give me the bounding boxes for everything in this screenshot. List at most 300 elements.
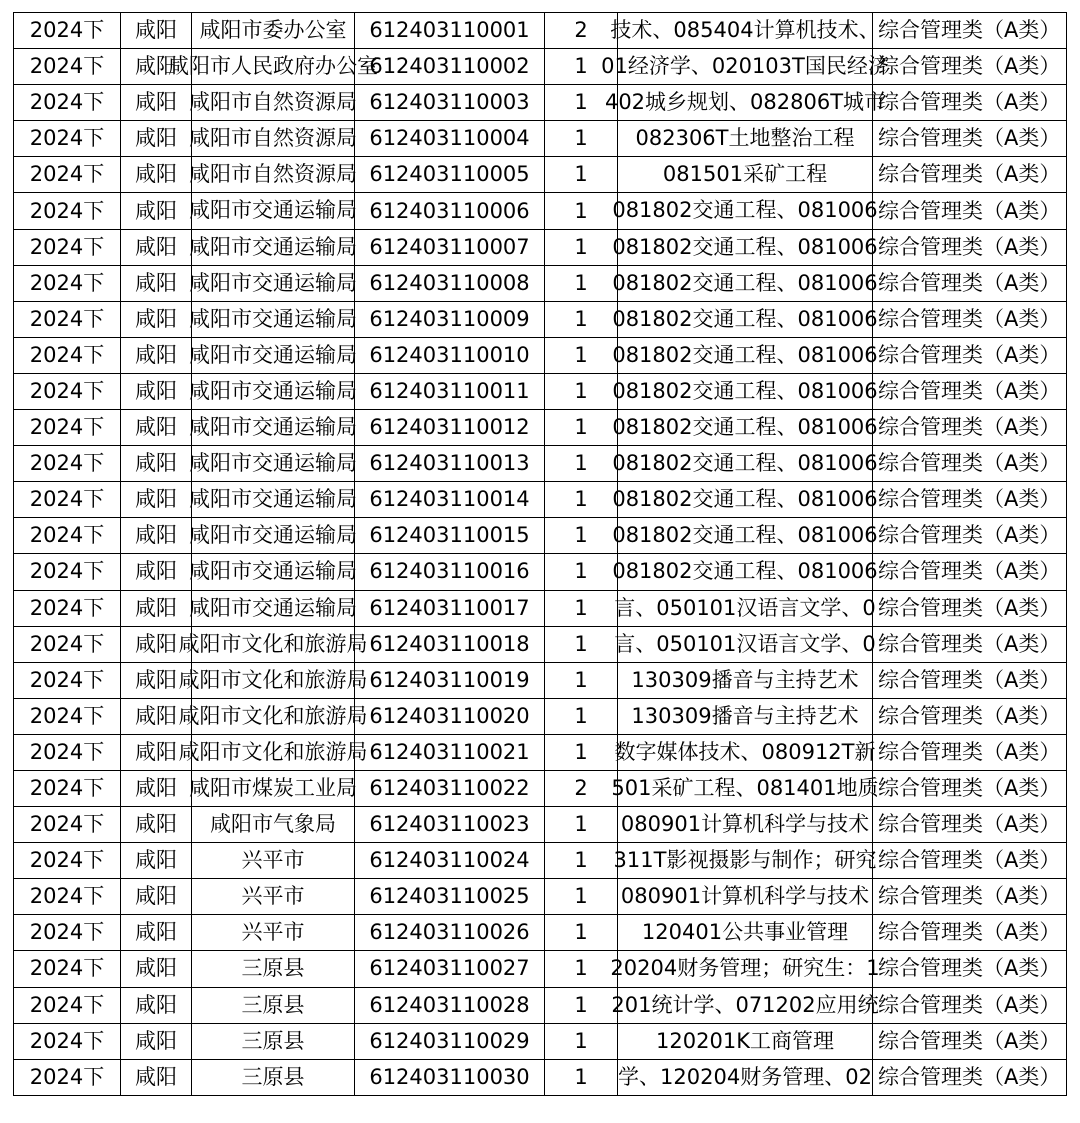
position-code-cell-text: 612403110013 xyxy=(369,451,530,476)
major-cell-text: 082306T土地整治工程 xyxy=(635,126,855,151)
unit-cell-text: 兴平市 xyxy=(241,884,305,909)
year-cell xyxy=(14,49,121,85)
category-cell xyxy=(873,157,1067,193)
major-cell-text: 言、050101汉语言文学、0 xyxy=(614,595,876,620)
recruit-count-cell-text: 1 xyxy=(574,198,588,223)
recruit-count-cell xyxy=(545,301,618,337)
unit-cell-text: 咸阳市文化和旅游局 xyxy=(178,631,368,656)
recruit-count-cell xyxy=(545,626,618,662)
position-code-cell xyxy=(355,229,545,265)
city-cell-text: 咸阳 xyxy=(135,342,177,367)
year-cell xyxy=(14,1059,121,1095)
major-cell xyxy=(601,49,889,85)
unit-cell-text: 咸阳市自然资源局 xyxy=(189,90,357,115)
unit-cell-text: 兴平市 xyxy=(241,920,305,945)
major-cell xyxy=(614,734,876,770)
city-cell-text: 咸阳 xyxy=(135,54,177,79)
category-cell xyxy=(873,662,1067,698)
recruit-count-cell xyxy=(545,410,618,446)
position-code-cell xyxy=(355,337,545,373)
city-cell-text: 咸阳 xyxy=(135,162,177,187)
city-cell xyxy=(121,373,192,409)
city-cell-text: 咸阳 xyxy=(135,739,177,764)
year-cell-text: 2024下 xyxy=(29,848,105,873)
category-cell xyxy=(873,482,1067,518)
city-cell-text: 咸阳 xyxy=(135,992,177,1017)
year-cell xyxy=(14,915,121,951)
category-cell-text: 综合管理类（A类） xyxy=(878,162,1061,187)
city-cell-text: 咸阳 xyxy=(135,559,177,584)
recruit-count-cell xyxy=(545,951,618,987)
recruit-count-cell-text: 1 xyxy=(574,559,588,584)
unit-cell-text: 咸阳市交通运输局 xyxy=(189,270,357,295)
city-cell-text: 咸阳 xyxy=(135,18,177,43)
category-cell xyxy=(873,734,1067,770)
position-code-cell-text: 612403110027 xyxy=(369,956,530,981)
city-cell-text: 咸阳 xyxy=(135,451,177,476)
category-cell-text: 综合管理类（A类） xyxy=(878,776,1061,801)
unit-cell-text: 咸阳市交通运输局 xyxy=(189,595,357,620)
city-cell xyxy=(121,518,192,554)
city-cell xyxy=(121,482,192,518)
table-row xyxy=(14,121,1067,157)
year-cell xyxy=(14,373,121,409)
table-row xyxy=(14,879,1067,915)
unit-cell xyxy=(178,734,368,770)
recruit-count-cell xyxy=(545,734,618,770)
position-code-cell-text: 612403110012 xyxy=(369,415,530,440)
table-row xyxy=(14,229,1067,265)
year-cell xyxy=(14,193,121,229)
year-cell xyxy=(14,446,121,482)
major-cell-text: 言、050101汉语言文学、0 xyxy=(614,631,876,656)
unit-cell-text: 咸阳市煤炭工业局 xyxy=(189,775,357,800)
table-row xyxy=(14,410,1067,446)
city-cell xyxy=(121,229,192,265)
year-cell xyxy=(14,1023,121,1059)
major-cell xyxy=(618,698,873,734)
category-cell xyxy=(873,229,1067,265)
year-cell-text: 2024下 xyxy=(29,703,105,728)
category-cell xyxy=(873,1023,1067,1059)
position-code-cell-text: 612403110025 xyxy=(369,884,530,909)
city-cell xyxy=(121,807,192,843)
city-cell-text: 咸阳 xyxy=(135,703,177,728)
major-cell xyxy=(612,446,878,482)
city-cell-text: 咸阳 xyxy=(135,812,177,837)
category-cell xyxy=(873,121,1067,157)
year-cell xyxy=(14,85,121,121)
table-row xyxy=(14,698,1067,734)
major-cell-text: 081802交通工程、081006 xyxy=(612,198,878,223)
major-cell-text: 数字媒体技术、080912T新 xyxy=(614,739,876,764)
major-cell xyxy=(618,915,873,951)
table-row xyxy=(14,337,1067,373)
unit-cell-text: 三原县 xyxy=(241,1028,305,1053)
category-cell xyxy=(873,49,1067,85)
recruit-count-cell-text: 1 xyxy=(574,523,588,548)
category-cell xyxy=(873,1059,1067,1095)
city-cell-text: 咸阳 xyxy=(135,90,177,115)
recruit-count-cell xyxy=(545,121,618,157)
position-code-cell-text: 612403110005 xyxy=(369,162,530,187)
major-cell-text: 081802交通工程、081006 xyxy=(612,378,878,403)
position-code-cell-text: 612403110010 xyxy=(369,342,530,367)
major-cell xyxy=(618,879,873,915)
category-cell-text: 综合管理类（A类） xyxy=(878,198,1061,223)
position-code-cell-text: 612403110016 xyxy=(369,559,530,584)
position-code-cell xyxy=(355,662,545,698)
position-code-cell xyxy=(355,265,545,301)
city-cell xyxy=(121,770,192,806)
category-cell xyxy=(873,301,1067,337)
city-cell-text: 咸阳 xyxy=(135,920,177,945)
category-cell-text: 综合管理类（A类） xyxy=(878,812,1061,837)
position-code-cell-text: 612403110014 xyxy=(369,487,530,512)
year-cell xyxy=(14,482,121,518)
unit-cell-text: 咸阳市文化和旅游局 xyxy=(178,739,368,764)
unit-cell xyxy=(192,13,355,49)
category-cell-text: 综合管理类（A类） xyxy=(878,1064,1061,1089)
position-code-cell xyxy=(355,987,545,1023)
recruit-count-cell-text: 1 xyxy=(574,162,588,187)
category-cell xyxy=(873,698,1067,734)
year-cell xyxy=(14,698,121,734)
table-row xyxy=(14,951,1067,987)
category-cell xyxy=(873,193,1067,229)
city-cell xyxy=(121,1023,192,1059)
recruit-count-cell-text: 1 xyxy=(574,812,588,837)
city-cell xyxy=(121,301,192,337)
major-cell xyxy=(612,482,878,518)
table-row xyxy=(14,626,1067,662)
recruit-count-cell xyxy=(545,13,618,49)
category-cell xyxy=(873,337,1067,373)
category-cell-text: 综合管理类（A类） xyxy=(878,956,1061,981)
major-cell-text: 120401公共事业管理 xyxy=(641,920,849,945)
table-row xyxy=(14,49,1067,85)
position-code-cell-text: 612403110021 xyxy=(369,739,530,764)
recruit-count-cell xyxy=(545,373,618,409)
table-row xyxy=(14,157,1067,193)
unit-cell xyxy=(189,265,357,301)
recruit-count-cell xyxy=(545,157,618,193)
recruit-count-cell-text: 1 xyxy=(574,703,588,728)
year-cell xyxy=(14,121,121,157)
city-cell xyxy=(121,843,192,879)
position-code-cell-text: 612403110003 xyxy=(369,90,530,115)
recruit-count-cell xyxy=(545,554,618,590)
city-cell-text: 咸阳 xyxy=(135,595,177,620)
category-cell-text: 综合管理类（A类） xyxy=(878,1028,1061,1053)
unit-cell xyxy=(192,879,355,915)
position-code-cell-text: 612403110022 xyxy=(369,776,530,801)
year-cell-text: 2024下 xyxy=(29,18,105,43)
category-cell-text: 综合管理类（A类） xyxy=(878,54,1061,79)
year-cell-text: 2024下 xyxy=(29,1064,105,1089)
major-cell xyxy=(612,410,878,446)
position-code-cell xyxy=(355,554,545,590)
major-cell xyxy=(614,590,876,626)
year-cell-text: 2024下 xyxy=(29,920,105,945)
category-cell xyxy=(873,843,1067,879)
table-row xyxy=(14,1023,1067,1059)
year-cell-text: 2024下 xyxy=(29,956,105,981)
major-cell-text: 120201K工商管理 xyxy=(656,1028,834,1053)
position-code-cell-text: 612403110023 xyxy=(369,812,530,837)
category-cell-text: 综合管理类（A类） xyxy=(878,378,1061,403)
table-row xyxy=(14,446,1067,482)
recruit-count-cell-text: 2 xyxy=(574,18,588,43)
position-code-cell xyxy=(355,410,545,446)
year-cell-text: 2024下 xyxy=(29,559,105,584)
position-code-cell-text: 612403110004 xyxy=(369,126,530,151)
unit-cell-text: 咸阳市交通运输局 xyxy=(189,487,357,512)
unit-cell xyxy=(189,121,357,157)
year-cell xyxy=(14,518,121,554)
recruit-count-cell-text: 1 xyxy=(574,415,588,440)
year-cell-text: 2024下 xyxy=(29,378,105,403)
recruit-count-cell xyxy=(545,843,618,879)
table-row xyxy=(14,518,1067,554)
unit-cell xyxy=(189,554,357,590)
category-cell xyxy=(873,85,1067,121)
major-cell-text: 080901计算机科学与技术 xyxy=(620,884,870,909)
position-code-cell xyxy=(355,49,545,85)
recruit-count-cell-text: 1 xyxy=(574,884,588,909)
position-code-cell-text: 612403110019 xyxy=(369,667,530,692)
unit-cell xyxy=(192,807,355,843)
city-cell-text: 咸阳 xyxy=(135,198,177,223)
major-cell-text: 130309播音与主持艺术 xyxy=(631,703,859,728)
major-cell-text: 402城乡规划、082806T城市 xyxy=(604,90,886,115)
year-cell xyxy=(14,879,121,915)
major-cell xyxy=(611,987,879,1023)
category-cell-text: 综合管理类（A类） xyxy=(878,18,1061,43)
category-cell-text: 综合管理类（A类） xyxy=(878,126,1061,151)
recruit-count-cell xyxy=(545,265,618,301)
major-cell xyxy=(612,373,878,409)
unit-cell xyxy=(189,770,357,806)
major-cell-text: 080901计算机科学与技术 xyxy=(620,812,870,837)
recruit-count-cell-text: 1 xyxy=(574,451,588,476)
city-cell-text: 咸阳 xyxy=(135,848,177,873)
position-code-cell xyxy=(355,698,545,734)
position-code-cell-text: 612403110020 xyxy=(369,703,530,728)
unit-cell-text: 三原县 xyxy=(241,1064,305,1089)
recruit-count-cell-text: 1 xyxy=(574,270,588,295)
city-cell-text: 咸阳 xyxy=(135,667,177,692)
recruit-count-cell-text: 1 xyxy=(574,378,588,403)
unit-cell-text: 咸阳市委办公室 xyxy=(199,18,347,42)
recruit-count-cell xyxy=(545,446,618,482)
table-row xyxy=(14,1059,1067,1095)
recruit-count-cell-text: 1 xyxy=(574,631,588,656)
unit-cell-text: 咸阳市文化和旅游局 xyxy=(178,703,368,728)
unit-cell-text: 咸阳市文化和旅游局 xyxy=(178,667,368,692)
city-cell-text: 咸阳 xyxy=(135,415,177,440)
unit-cell xyxy=(189,373,357,409)
category-cell-text: 综合管理类（A类） xyxy=(878,703,1061,728)
unit-cell-text: 咸阳市人民政府办公室 xyxy=(168,54,378,79)
major-cell-text: 081501采矿工程 xyxy=(662,162,828,187)
major-cell-text: 081802交通工程、081006 xyxy=(612,559,878,584)
recruit-count-cell xyxy=(545,662,618,698)
category-cell-text: 综合管理类（A类） xyxy=(878,90,1061,115)
major-cell xyxy=(612,554,878,590)
position-code-cell-text: 612403110017 xyxy=(369,595,530,620)
position-code-cell xyxy=(355,951,545,987)
recruit-count-cell-text: 1 xyxy=(574,1064,588,1089)
category-cell-text: 综合管理类（A类） xyxy=(878,306,1061,331)
major-cell-text: 20204财务管理；研究生：1 xyxy=(610,956,880,981)
city-cell-text: 咸阳 xyxy=(135,1064,177,1089)
position-code-cell xyxy=(355,734,545,770)
city-cell xyxy=(121,590,192,626)
recruit-count-cell xyxy=(545,1023,618,1059)
position-code-cell xyxy=(355,301,545,337)
major-cell xyxy=(612,301,878,337)
city-cell xyxy=(121,157,192,193)
category-cell xyxy=(873,626,1067,662)
category-cell-text: 综合管理类（A类） xyxy=(878,920,1061,945)
year-cell-text: 2024下 xyxy=(29,523,105,548)
unit-cell-text: 咸阳市交通运输局 xyxy=(189,306,357,331)
unit-cell xyxy=(189,157,357,193)
recruit-count-cell-text: 1 xyxy=(574,739,588,764)
city-cell xyxy=(121,879,192,915)
major-cell xyxy=(610,13,880,49)
city-cell xyxy=(121,121,192,157)
city-cell-text: 咸阳 xyxy=(135,1028,177,1053)
major-cell-text: 501采矿工程、081401地质 xyxy=(611,775,879,800)
year-cell-text: 2024下 xyxy=(29,90,105,115)
major-cell-text: 081802交通工程、081006 xyxy=(612,415,878,440)
category-cell-text: 综合管理类（A类） xyxy=(878,451,1061,476)
position-code-cell xyxy=(355,590,545,626)
position-code-cell-text: 612403110009 xyxy=(369,306,530,331)
city-cell xyxy=(121,951,192,987)
unit-cell xyxy=(189,482,357,518)
category-cell xyxy=(873,410,1067,446)
year-cell-text: 2024下 xyxy=(29,631,105,656)
major-cell xyxy=(612,265,878,301)
recruit-count-cell xyxy=(545,229,618,265)
table-row xyxy=(14,265,1067,301)
category-cell-text: 综合管理类（A类） xyxy=(878,523,1061,548)
year-cell xyxy=(14,770,121,806)
year-cell-text: 2024下 xyxy=(29,54,105,79)
unit-cell-text: 咸阳市自然资源局 xyxy=(189,162,357,187)
recruit-count-cell xyxy=(545,337,618,373)
recruit-count-cell-text: 1 xyxy=(574,920,588,945)
unit-cell xyxy=(168,49,378,85)
year-cell-text: 2024下 xyxy=(29,487,105,512)
major-cell xyxy=(612,229,878,265)
recruit-count-cell xyxy=(545,770,618,806)
unit-cell xyxy=(189,337,357,373)
category-cell-text: 综合管理类（A类） xyxy=(878,234,1061,259)
major-cell-text: 081802交通工程、081006 xyxy=(612,270,878,295)
unit-cell-text: 咸阳市交通运输局 xyxy=(189,415,357,440)
year-cell-text: 2024下 xyxy=(29,1028,105,1053)
unit-cell xyxy=(189,229,357,265)
position-code-cell xyxy=(355,482,545,518)
major-cell xyxy=(618,1023,873,1059)
unit-cell xyxy=(192,951,355,987)
position-code-cell xyxy=(355,13,545,49)
recruit-count-cell-text: 1 xyxy=(574,595,588,620)
city-cell xyxy=(121,193,192,229)
unit-cell-text: 咸阳市交通运输局 xyxy=(189,559,357,584)
position-code-cell xyxy=(355,373,545,409)
unit-cell xyxy=(189,301,357,337)
table-row xyxy=(14,915,1067,951)
category-cell xyxy=(873,554,1067,590)
table-row xyxy=(14,662,1067,698)
table-row xyxy=(14,193,1067,229)
major-cell xyxy=(612,193,878,229)
category-cell xyxy=(873,879,1067,915)
category-cell-text: 综合管理类（A类） xyxy=(878,992,1061,1017)
city-cell-text: 咸阳 xyxy=(135,234,177,259)
year-cell xyxy=(14,337,121,373)
unit-cell-text: 咸阳市自然资源局 xyxy=(189,126,357,151)
table-row xyxy=(14,987,1067,1023)
major-cell xyxy=(604,85,886,121)
unit-cell xyxy=(189,518,357,554)
table-row xyxy=(14,807,1067,843)
unit-cell xyxy=(189,85,357,121)
major-cell-text: 081802交通工程、081006 xyxy=(612,342,878,367)
major-cell-text: 201统计学、071202应用统 xyxy=(611,992,879,1017)
recruit-count-cell-text: 1 xyxy=(574,487,588,512)
city-cell-text: 咸阳 xyxy=(135,956,177,981)
recruit-count-cell xyxy=(545,698,618,734)
table-body xyxy=(14,13,1067,1096)
table-row xyxy=(14,590,1067,626)
category-cell xyxy=(873,770,1067,806)
category-cell xyxy=(873,915,1067,951)
major-cell xyxy=(614,626,876,662)
year-cell-text: 2024下 xyxy=(29,667,105,692)
category-cell xyxy=(873,265,1067,301)
major-cell-text: 130309播音与主持艺术 xyxy=(631,667,859,692)
city-cell xyxy=(121,13,192,49)
unit-cell xyxy=(189,410,357,446)
major-cell-text: 081802交通工程、081006 xyxy=(612,523,878,548)
year-cell-text: 2024下 xyxy=(29,198,105,223)
category-cell-text: 综合管理类（A类） xyxy=(878,739,1061,764)
category-cell-text: 综合管理类（A类） xyxy=(878,595,1061,620)
major-cell xyxy=(618,121,873,157)
recruit-count-cell-text: 1 xyxy=(574,1028,588,1053)
category-cell xyxy=(873,807,1067,843)
position-code-cell-text: 612403110024 xyxy=(369,848,530,873)
year-cell-text: 2024下 xyxy=(29,234,105,259)
major-cell xyxy=(612,337,878,373)
position-code-cell xyxy=(355,85,545,121)
major-cell-text: 01经济学、020103T国民经济 xyxy=(601,54,889,79)
recruit-count-cell xyxy=(545,807,618,843)
recruit-count-cell xyxy=(545,987,618,1023)
unit-cell-text: 咸阳市交通运输局 xyxy=(189,198,357,223)
recruit-count-cell-text: 1 xyxy=(574,54,588,79)
recruit-count-cell-text: 1 xyxy=(574,667,588,692)
year-cell xyxy=(14,807,121,843)
unit-cell-text: 咸阳市交通运输局 xyxy=(189,234,357,259)
recruit-count-cell-text: 1 xyxy=(574,848,588,873)
